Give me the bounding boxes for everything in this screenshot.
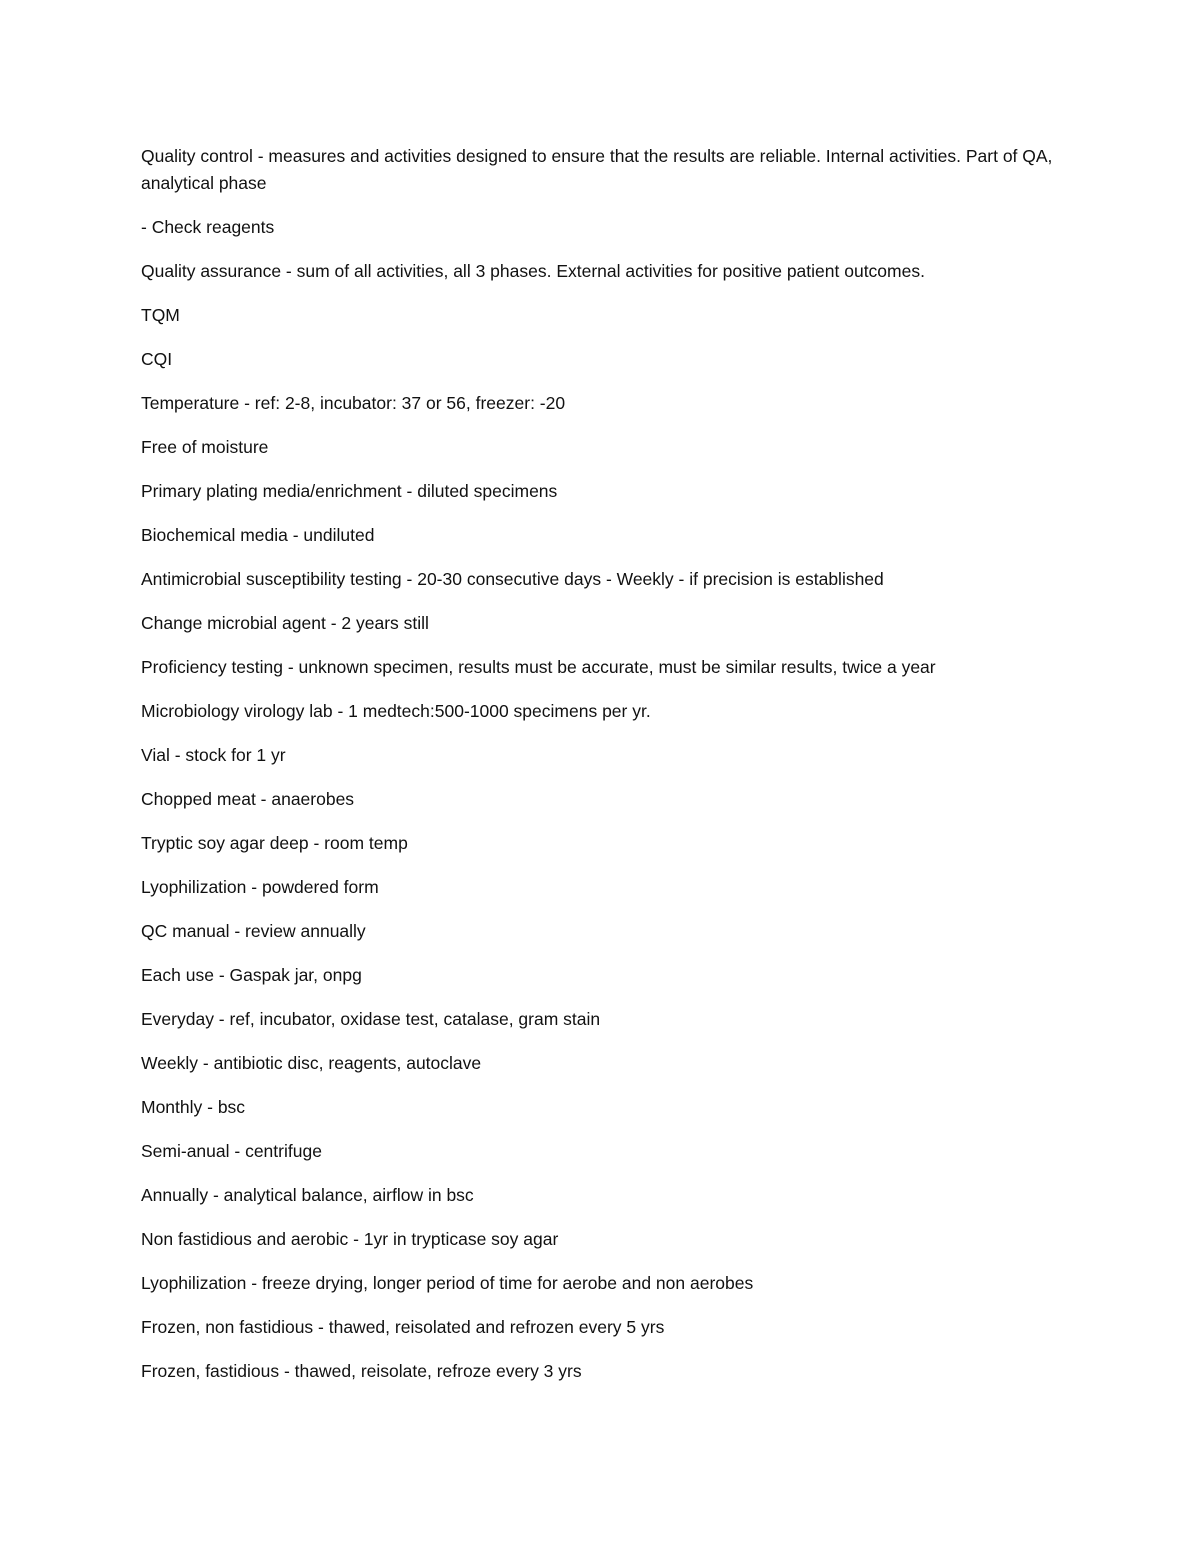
paragraph-change-microbial-agent: Change microbial agent - 2 years still (141, 613, 429, 633)
paragraph-qc-manual: QC manual - review annually (141, 921, 366, 941)
paragraph-free-of-moisture: Free of moisture (141, 437, 269, 457)
paragraph-vial: Vial - stock for 1 yr (141, 745, 286, 765)
paragraph-chopped-meat: Chopped meat - anaerobes (141, 789, 355, 809)
paragraph-semi-anual: Semi-anual - centrifuge (141, 1141, 322, 1161)
paragraph-lyophilization-freeze-drying: Lyophilization - freeze drying, longer period of time for aerobe and non aerobes (141, 1273, 754, 1293)
paragraph-antimicrobial-testing: Antimicrobial susceptibility testing - 20-30 consecutive days - Weekly - if precision is established (141, 569, 884, 589)
paragraph-biochemical-media: Biochemical media - undiluted (141, 525, 375, 545)
paragraph-lyophilization-powdered: Lyophilization - powdered form (141, 877, 379, 897)
paragraph-temperature: Temperature - ref: 2-8, incubator: 37 or 56, freezer: -20 (141, 393, 566, 413)
paragraph-cqi: CQI (141, 349, 173, 369)
paragraph-annually: Annually - analytical balance, airflow in bsc (141, 1185, 474, 1205)
document-body (141, 143, 1061, 1402)
paragraph-tryptic-soy-agar: Tryptic soy agar deep - room temp (141, 833, 408, 853)
paragraph-frozen-fastidious: Frozen, fastidious - thawed, reisolate, refroze every 3 yrs (141, 1361, 582, 1381)
paragraph-check-reagents: - Check reagents (141, 217, 275, 237)
paragraph-microbiology-virology-lab: Microbiology virology lab - 1 medtech:500-1000 specimens per yr. (141, 701, 651, 721)
paragraph-primary-plating-media: Primary plating media/enrichment - diluted specimens (141, 481, 558, 501)
paragraph-quality-control: Quality control - measures and activities designed to ensure that the results are reliable. Internal activities. Part of QA, analytical phase (141, 146, 1053, 193)
paragraph-everyday: Everyday - ref, incubator, oxidase test, catalase, gram stain (141, 1009, 601, 1029)
paragraph-non-fastidious-aerobic: Non fastidious and aerobic - 1yr in trypticase soy agar (141, 1229, 559, 1249)
paragraph-monthly: Monthly - bsc (141, 1097, 246, 1117)
paragraph-quality-assurance: Quality assurance - sum of all activities, all 3 phases. External activities for positive patient outcomes. (141, 261, 925, 281)
paragraph-weekly: Weekly - antibiotic disc, reagents, autoclave (141, 1053, 482, 1073)
paragraph-each-use: Each use - Gaspak jar, onpg (141, 965, 362, 985)
paragraph-tqm: TQM (141, 305, 180, 325)
paragraph-frozen-non-fastidious: Frozen, non fastidious - thawed, reisolated and refrozen every 5 yrs (141, 1317, 665, 1337)
paragraph-proficiency-testing: Proficiency testing - unknown specimen, results must be accurate, must be similar results, twice a year (141, 657, 936, 677)
